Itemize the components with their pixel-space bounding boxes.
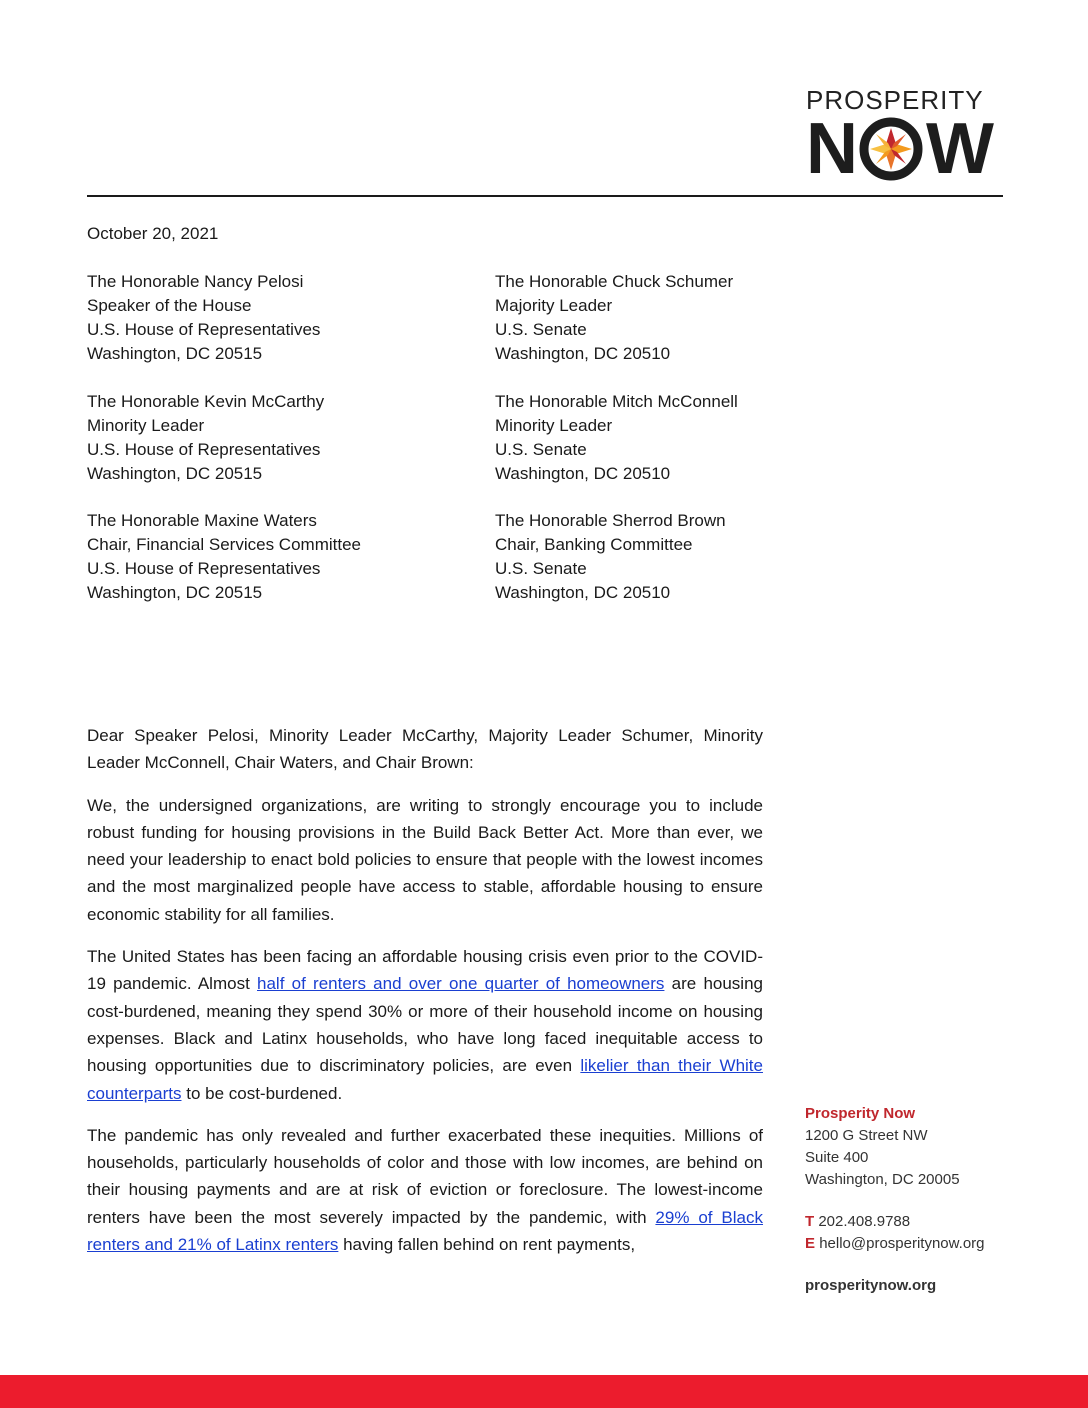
recipient-line: U.S. House of Representatives xyxy=(87,440,321,459)
recipient-block-mcconnell xyxy=(495,390,875,486)
recipient-line: Washington, DC 20515 xyxy=(87,344,263,363)
paragraph-2-text-b: are housing cost-burdened, meaning they spend 30% or more of their household income on housing expenses. Black and Latinx households, who have long faced inequitable access to housing opportunities due to discriminatory policies, are even xyxy=(87,974,763,1076)
recipient-block-mccarthy xyxy=(87,390,467,486)
logo-letter-w: W xyxy=(926,109,992,189)
paragraph-2-text-c: to be cost-burdened. xyxy=(181,1083,343,1103)
recipient-line: Speaker of the House xyxy=(87,296,252,315)
renters-homeowners-link[interactable]: half of renters and over one quarter of homeowners xyxy=(257,974,665,994)
recipient-line: Washington, DC 20515 xyxy=(87,583,263,602)
contact-org-name: Prosperity Now xyxy=(805,1105,916,1122)
contact-street: 1200 G Street NW xyxy=(805,1127,928,1144)
recipient-line: U.S. Senate xyxy=(495,320,587,339)
recipient-line: Minority Leader xyxy=(87,416,205,435)
paragraph-3 xyxy=(87,1122,763,1258)
recipient-line: Majority Leader xyxy=(495,296,613,315)
recipient-line: U.S. Senate xyxy=(495,440,587,459)
paragraph-2-text-a: The United States has been facing an affordable housing crisis even prior to the COVID-19 pandemic. Almost xyxy=(87,947,763,994)
header-rule xyxy=(87,195,1003,197)
letter-body xyxy=(87,722,763,1273)
contact-city: Washington, DC 20005 xyxy=(805,1171,960,1188)
contact-phone: 202.408.9788 xyxy=(818,1213,911,1230)
recipient-line: The Honorable Nancy Pelosi xyxy=(87,272,304,291)
recipient-block-schumer xyxy=(495,270,875,366)
recipient-block-brown xyxy=(495,509,875,605)
contact-website[interactable]: prosperitynow.org xyxy=(805,1277,937,1294)
logo-wordmark-bottom xyxy=(806,109,1002,189)
logo-letter-n: N xyxy=(806,109,856,189)
recipient-line: Chair, Financial Services Committee xyxy=(87,535,361,554)
recipient-block-waters xyxy=(87,509,467,605)
recipient-line: Minority Leader xyxy=(495,416,613,435)
paragraph-3-text-b: having fallen behind on rent payments, xyxy=(338,1235,636,1255)
footer-accent-bar xyxy=(0,1375,1088,1408)
recipient-line: U.S. House of Representatives xyxy=(87,559,321,578)
recipient-line: The Honorable Maxine Waters xyxy=(87,511,317,530)
black-latinx-renters-link[interactable]: 29% of Black renters and 21% of Latinx renters xyxy=(87,1207,763,1255)
logo-wordmark-top: PROSPERITY xyxy=(806,85,984,115)
recipient-line: U.S. Senate xyxy=(495,559,587,578)
paragraph-2 xyxy=(87,943,763,1107)
recipient-line: The Honorable Sherrod Brown xyxy=(495,511,726,530)
recipient-block-pelosi xyxy=(87,270,467,366)
logo-star-icon xyxy=(858,116,924,182)
contact-block xyxy=(805,1103,985,1297)
recipient-line: The Honorable Kevin McCarthy xyxy=(87,392,325,411)
contact-email[interactable]: hello@prosperitynow.org xyxy=(819,1235,985,1252)
contact-suite: Suite 400 xyxy=(805,1149,869,1166)
recipient-line: Washington, DC 20510 xyxy=(495,464,671,483)
prosperity-now-logo xyxy=(806,85,1002,189)
paragraph-1: We, the undersigned organizations, are writing to strongly encourage you to include robust funding for housing provisions in the Build Back Better Act. More than ever, we need your leadership to enact bold policies to ensure that people with the lowest incomes and the most marginalized people have access to stable, affordable housing to ensure economic stability for all families. xyxy=(87,795,763,924)
phone-label: T xyxy=(805,1213,815,1230)
salutation: Dear Speaker Pelosi, Minority Leader McCarthy, Majority Leader Schumer, Minority Leader McConnell, Chair Waters, and Chair Brown: xyxy=(87,726,763,773)
email-label: E xyxy=(805,1235,816,1252)
likelier-than-white-link[interactable]: likelier than their White counterparts xyxy=(87,1056,763,1103)
recipient-line: Washington, DC 20510 xyxy=(495,344,671,363)
recipient-line: The Honorable Mitch McConnell xyxy=(495,392,738,411)
recipient-line: The Honorable Chuck Schumer xyxy=(495,272,734,291)
contact-phone-row xyxy=(805,1211,985,1233)
paragraph-3-text-a: The pandemic has only revealed and further exacerbated these inequities. Millions of households, particularly households of color and those with low incomes, are behind on their housing payments and are at risk of eviction or foreclosure. The lowest-income renters have been the most severely impacted by the pandemic, with xyxy=(87,1125,763,1227)
recipient-line: Chair, Banking Committee xyxy=(495,535,693,554)
recipient-line: U.S. House of Representatives xyxy=(87,320,321,339)
contact-email-row xyxy=(805,1233,985,1255)
letter-date: October 20, 2021 xyxy=(87,224,219,243)
recipient-line: Washington, DC 20515 xyxy=(87,464,263,483)
recipient-line: Washington, DC 20510 xyxy=(495,583,671,602)
